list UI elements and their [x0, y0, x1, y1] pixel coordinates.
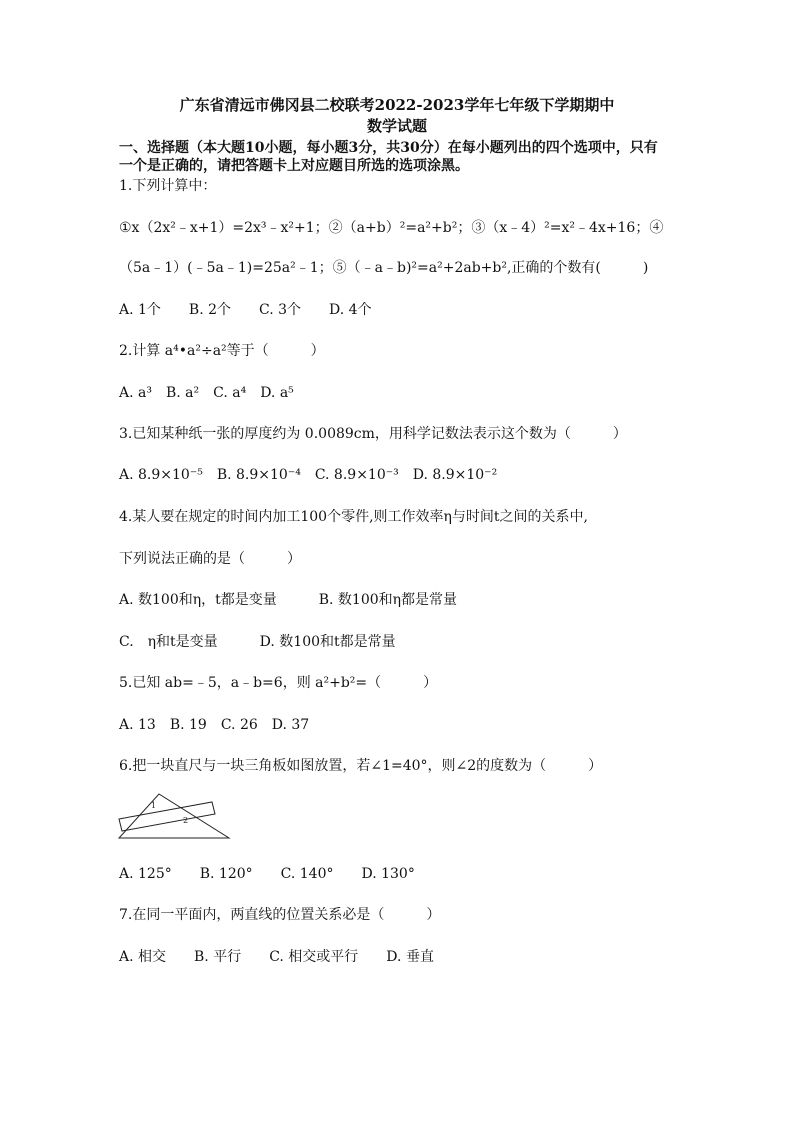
question-3-options: A. 8.9×10⁻⁵ B. 8.9×10⁻⁴ C. 8.9×10⁻³ D. 8.9×10⁻² — [119, 467, 498, 483]
question-4-options-line1: A. 数100和η，t都是变量 B. 数100和η都是常量 — [119, 592, 458, 608]
question-1-options: A. 1个 B. 2个 C. 3个 D. 4个 — [119, 302, 372, 318]
question-2-options: A. a³ B. a² C. a⁴ D. a⁵ — [119, 385, 294, 401]
exam-subtitle: 数学试题 — [366, 117, 427, 135]
question-1-stem: 1.下列计算中： — [119, 178, 217, 194]
ruler-triangle-figure — [117, 792, 231, 842]
question-5-options: A. 13 B. 19 C. 26 D. 37 — [119, 717, 310, 733]
question-2-stem: 2.计算 a⁴•a²÷a²等于（ ） — [119, 343, 325, 359]
question-1-expression-line2: （5a﹣1）(﹣5a﹣1)=25a²﹣1；⑤（﹣a﹣b)²=a²+2ab+b²,正确的个数有( ) — [119, 260, 649, 276]
question-7-stem: 7.在同一平面内，两直线的位置关系必是（ ） — [119, 907, 441, 923]
ruler — [119, 802, 215, 831]
question-4-options-line2: C. η和t是变量 D. 数100和t都是常量 — [119, 634, 396, 650]
question-4-stem-line1: 4.某人要在规定的时间内加工100个零件,则工作效率η与时间t之间的关系中, — [119, 509, 588, 525]
exam-title: 广东省清远市佛冈县二校联考2022-2023学年七年级下学期期中 — [179, 96, 615, 114]
question-3-stem: 3.已知某种纸一张的厚度约为 0.0089cm，用科学记数法表示这个数为（ ） — [119, 426, 627, 442]
question-6-options: A. 125° B. 120° C. 140° D. 130° — [119, 866, 415, 882]
section-instructions-line2: 一个是正确的，请把答题卡上对应题目所选的选项涂黑。 — [119, 158, 469, 174]
question-1-expression-line1: ①x（2x²﹣x+1）=2x³﹣x²+1；②（a+b）²=a²+b²；③（x﹣4）²=x²﹣4x+16；④ — [119, 220, 664, 236]
question-7-options: A. 相交 B. 平行 C. 相交或平行 D. 垂直 — [119, 949, 434, 965]
question-6-stem: 6.把一块直尺与一块三角板如图放置，若∠1=40°，则∠2的度数为（ ） — [119, 758, 603, 774]
question-4-stem-line2: 下列说法正确的是（ ） — [119, 551, 301, 567]
angle-1-label: 1 — [151, 801, 157, 810]
question-5-stem: 5.已知 ab=﹣5，a﹣b=6，则 a²+b²=（ ） — [119, 675, 438, 691]
angle-2-label: 2 — [183, 816, 189, 825]
section-instructions-line1: 一、选择题（本大题10小题，每小题3分，共30分）在每小题列出的四个选项中，只有 — [119, 140, 658, 156]
